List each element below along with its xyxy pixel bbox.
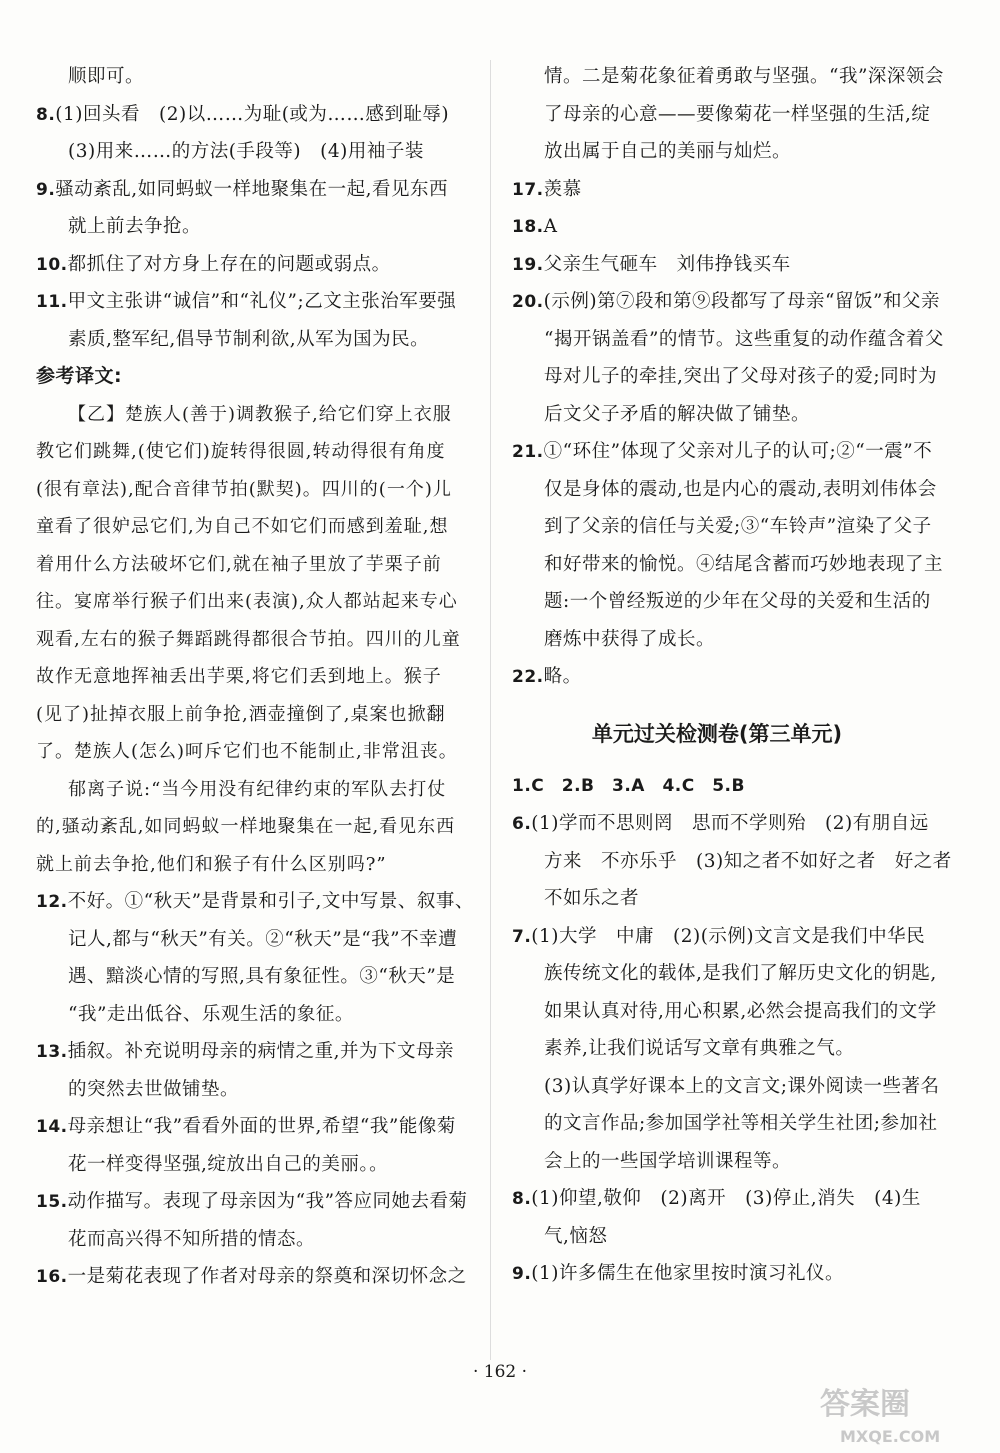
answer-continuation: 题:一个曾经叛逆的少年在父母的关爱和生活的 (544, 591, 931, 612)
answer-text: (1)大学 中庸 (2)(示例)文言文是我们中华民 (531, 925, 926, 947)
answer-line (36, 1258, 474, 1296)
answer-continuation: 的突然去世做铺垫。 (68, 1078, 240, 1100)
answer-line (512, 171, 922, 209)
answer-continuation: 和好带来的愉悦。④结尾含蓄而巧妙地表现了主 (544, 553, 944, 575)
translation-line: 【乙】楚族人(善于)调教猴子,给它们穿上衣服 (68, 403, 452, 425)
answer-continuation: 不如乐之者 (544, 888, 640, 909)
translation-line: 观看,左右的猴子舞蹈跳得都很合节拍。四川的儿童 (36, 628, 461, 650)
answer-line (512, 208, 922, 246)
answer-text: A (543, 216, 558, 237)
watermark-domain: MXQE.COM (840, 1427, 941, 1446)
answer-line (512, 805, 929, 843)
answer-continuation: 了母亲的心意——要像菊花一样坚强的生活,绽 (544, 103, 931, 125)
watermark-title: 答案圈 (820, 1387, 910, 1422)
translation-line: (很有章法),配合音律节拍(默契)。四川的(一个)儿 (36, 478, 452, 500)
question-number: 7. (512, 926, 532, 947)
answer-line (512, 433, 933, 471)
column-divider (490, 60, 491, 1360)
answer-continuation: 磨炼中获得了成长。 (544, 628, 716, 650)
translation-line: 的,骚动紊乱,如同蚂蚁一样地聚集在一起,看见东西 (36, 816, 456, 837)
right-column (512, 58, 952, 1293)
answer-continuation: 气,恼怒 (544, 1225, 608, 1247)
translation-line: 郁离子说:“当今用没有纪律约束的军队去打仗 (68, 778, 447, 800)
translation-line: 就上前去争抢,他们和猴子有什么区别吗?” (36, 853, 387, 875)
answer-text: 都抓住了对方身上存在的问题或弱点。 (67, 253, 391, 275)
answer-text: 略。 (543, 666, 582, 687)
question-number: 14. (36, 1117, 68, 1137)
answer-line (36, 96, 474, 134)
answer-text: 插叙。补充说明母亲的病情之重,并为下文母亲 (67, 1041, 455, 1062)
question-number: 17. (512, 179, 544, 200)
translation-line: 着用什么方法破坏它们,就在袖子里放了芋栗子前 (36, 553, 442, 575)
answer-text: 骚动紊乱,如同蚂蚁一样地聚集在一起,看见东西 (55, 178, 449, 200)
answer-continuation: 后文父子矛盾的解决做了铺垫。 (544, 403, 811, 425)
answer-continuation: 花而高兴得不知所措的情态。 (68, 1228, 316, 1250)
question-number: 21. (512, 442, 544, 462)
translation-line: 童看了很妒忌它们,为自己不如它们而感到羞耻,想 (36, 516, 449, 537)
answer-line (512, 283, 940, 321)
answer-line (512, 1255, 922, 1293)
answer-continuation: 素质,整军纪,倡导节制利欲,从军为国为民。 (68, 328, 430, 350)
answer-text: 母亲想让“我”看看外面的世界,希望“我”能像菊 (67, 1116, 456, 1137)
multiple-choice-answers: 1.C 2.B 3.A 4.C 5.B (512, 775, 745, 796)
answer-line (36, 283, 474, 321)
question-number: 16. (36, 1267, 68, 1287)
translation-heading: 参考译文: (36, 365, 123, 387)
question-number: 22. (512, 667, 544, 687)
answer-continuation: 到了父亲的信任与关爱;③“车铃声”渲染了父子 (544, 516, 932, 537)
answer-text: ①“环住”体现了父亲对儿子的认可;②“一震”不 (543, 441, 933, 462)
answer-text: 动作描写。表现了母亲因为“我”答应同她去看菊 (67, 1191, 468, 1212)
answer-continuation: 会上的一些国学培训课程等。 (544, 1150, 792, 1172)
translation-line: 了。楚族人(怎么)呵斥它们也不能制止,非常沮丧。 (36, 741, 458, 762)
answer-continuation: “揭开锅盖看”的情节。这些重复的动作蕴含着父 (544, 328, 944, 350)
answer-text: 一是菊花表现了作者对母亲的祭奠和深切怀念之 (67, 1266, 467, 1287)
answer-continuation: 方来 不亦乐乎 (3)知之者不如好之者 好之者 (544, 850, 952, 872)
answer-line (512, 658, 922, 696)
answer-continuation: 遇、黯淡心情的写照,具有象征性。③“秋天”是 (68, 966, 456, 987)
right-column-answers (512, 58, 944, 696)
answer-text: (1)仰望,敬仰 (2)离开 (3)停止,消失 (4)生 (531, 1188, 921, 1209)
answer-continuation: 记人,都与“秋天”有关。②“秋天”是“我”不幸遭 (68, 928, 458, 950)
question-number: 15. (36, 1192, 68, 1212)
question-number: 9. (512, 1264, 532, 1284)
question-number: 10. (36, 254, 68, 275)
question-number: 12. (36, 892, 68, 912)
answer-continuation: 顺即可。 (68, 66, 145, 87)
question-number: 6. (512, 814, 532, 834)
answer-continuation: 就上前去争抢。 (68, 216, 202, 237)
question-number: 19. (512, 254, 544, 275)
answer-text: (示例)第⑦段和第⑨段都写了母亲“留饭”和父亲 (543, 291, 940, 312)
question-number: 9. (36, 179, 56, 200)
question-number: 11. (36, 292, 68, 312)
question-number: 8. (36, 104, 56, 125)
answer-continuation: 的文言作品;参加国学社等相关学生社团;参加社 (544, 1113, 938, 1134)
watermark-logo (810, 1380, 990, 1450)
answer-continuation: 仅是身体的震动,也是内心的震动,表明刘伟体会 (544, 478, 937, 500)
answer-continuation: (3)认真学好课本上的文言文;课外阅读一些著名 (544, 1075, 940, 1097)
section-title: 单元过关检测卷(第三单元) (591, 721, 843, 746)
translation-line: 故作无意地挥袖丢出芋栗,将它们丢到地上。猴子 (36, 666, 442, 687)
answer-continuation: 族传统文化的载体,是我们了解历史文化的钥匙, (544, 963, 937, 984)
answer-line (36, 1183, 474, 1221)
question-number: 13. (36, 1042, 68, 1062)
translation-line: (见了)扯掉衣服上前争抢,酒壶撞倒了,桌案也掀翻 (36, 703, 446, 725)
question-number: 20. (512, 292, 544, 312)
question-number: 18. (512, 217, 544, 237)
answer-text: 父亲生气砸车 刘伟挣钱买车 (543, 253, 791, 275)
translation-line: 教它们跳舞,(使它们)旋转得很圆,转动得很有角度 (36, 441, 446, 462)
answer-text: (1)许多儒生在他家里按时演习礼仪。 (531, 1263, 845, 1284)
answer-text: (1)学而不思则罔 思而不学则殆 (2)有朋自远 (531, 813, 929, 834)
answer-line (512, 246, 922, 284)
answer-continuation: 如果认真对待,用心积累,必然会提高我们的文学 (544, 1000, 937, 1022)
answer-line (36, 1033, 474, 1071)
answer-continuation: 母对儿子的牵挂,突出了父母对孩子的爱;同时为 (544, 366, 938, 387)
answer-continuation: (3)用来……的方法(手段等) (4)用袖子装 (68, 141, 424, 162)
answer-line (36, 171, 474, 209)
answer-continuation: 素养,让我们说话写文章有典雅之气。 (544, 1038, 855, 1059)
answer-text: 甲文主张讲“诚信”和“礼仪”;乙文主张治军要强 (67, 291, 457, 312)
translation-line: 往。宴席举行猴子们出来(表演),众人都站起来专心 (36, 591, 458, 612)
page-number: · 162 · (472, 1362, 528, 1382)
answer-line (512, 918, 926, 956)
answer-line (36, 246, 474, 284)
answer-text: (1)回头看 (2)以……为耻(或为……感到耻辱) (55, 103, 450, 125)
answer-line (36, 1108, 474, 1146)
answer-text: 羡慕 (543, 178, 582, 200)
answer-continuation: 情。二是菊花象征着勇敢与坚强。“我”深深领会 (544, 66, 944, 87)
answer-line (36, 883, 474, 921)
answer-continuation: 放出属于自己的美丽与灿烂。 (544, 141, 792, 162)
answer-text: 不好。①“秋天”是背景和引子,文中写景、叙事、 (67, 891, 474, 912)
left-column (36, 58, 474, 1296)
question-number: 8. (512, 1189, 532, 1209)
answer-line (512, 1180, 922, 1218)
answer-continuation: “我”走出低谷、乐观生活的象征。 (68, 1003, 354, 1025)
answer-continuation: 花一样变得坚强,绽放出自己的美丽。。 (68, 1153, 389, 1175)
unit-test-answers (512, 768, 952, 1293)
